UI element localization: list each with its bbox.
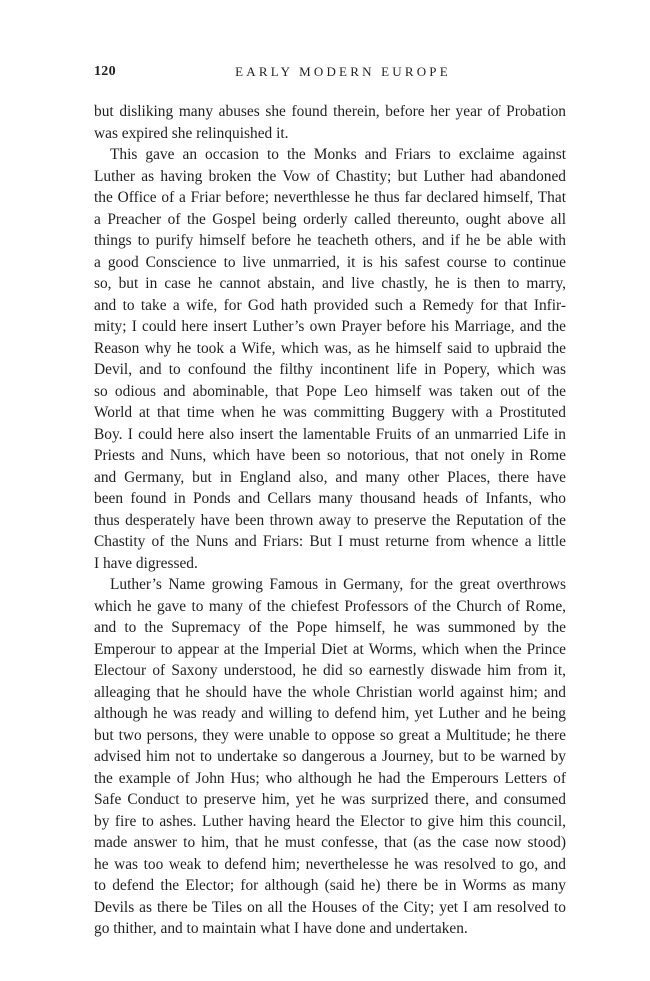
text-line: mity; I could here insert Luther’s own Prayer before his Marriage, and the <box>94 318 566 335</box>
page-number: 120 <box>94 64 116 79</box>
text-line: which he gave to many of the chiefest Professors of the Church of Rome, <box>94 597 566 615</box>
text-line: Devils as there be Tiles on all the Houses of the City; yet I am resolved to <box>94 898 566 916</box>
text-line: and to the Supremacy of the Pope himself, he was summoned by the <box>94 619 566 636</box>
text-line: Chastity of the Nuns and Friars: But I must returne from whence a little <box>94 533 566 550</box>
text-line: but disliking many abuses she found therein, before her year of Probation <box>94 103 566 120</box>
text-line: and to take a wife, for God hath provided such a Remedy for that Infir- <box>94 296 566 314</box>
text-line: advised him not to undertake so dangerous a Journey, but to be warned by <box>94 748 566 765</box>
text-line: go thither, and to maintain what I have done and undertaken. <box>94 920 468 937</box>
text-line: World at that time when he was committing Buggery with a Prostituted <box>94 404 566 421</box>
text-line: Devil, and to confound the filthy incontinent life in Popery, which was <box>94 361 566 378</box>
text-line: Priests and Nuns, which have been so notorious, that not onely in Rome <box>94 447 566 464</box>
text-line: the example of John Hus; who although he had the Emperours Letters of <box>94 769 566 787</box>
text-line: and Germany, but in England also, and many other Places, there have <box>94 468 566 486</box>
paragraph <box>94 574 566 940</box>
text-line: been found in Ponds and Cellars many thousand heads of Infants, who <box>94 490 566 507</box>
body-text <box>94 101 566 940</box>
text-line: Electour of Saxony understood, he did so earnestly diswade him from it, <box>94 662 566 679</box>
text-line: was expired she relinquished it. <box>94 124 289 142</box>
text-line: by fire to ashes. Luther having heard the Elector to give him this council, <box>94 812 566 830</box>
text-line: thus desperately have been thrown away to preserve the Reputation of the <box>94 511 566 529</box>
text-line: made answer to him, that he must confesse, that (as the case now stood) <box>94 834 566 851</box>
paragraph <box>94 144 566 574</box>
paragraph <box>94 101 566 144</box>
running-head: EARLY MODERN EUROPE <box>235 64 451 79</box>
text-line: a Preacher of the Gospel being orderly called thereunto, ought above all <box>94 210 566 228</box>
text-line: so odious and abominable, that Pope Leo himself was taken out of the <box>94 382 566 400</box>
text-line: he was too weak to defend him; neverthelesse he was resolved to go, and <box>94 855 566 873</box>
text-line: This gave an occasion to the Monks and Friars to exclaime against <box>110 146 566 163</box>
text-line: things to purify himself before he teacheth others, and if he be able with <box>94 232 566 249</box>
text-line: Luther’s Name growing Famous in Germany, for the great overthrows <box>110 576 566 593</box>
text-line: so, but in case he cannot abstain, and live chastly, he is then to marry, <box>94 275 566 292</box>
text-line: to defend the Elector; for although (said he) there be in Worms as many <box>94 877 566 894</box>
text-line: the Office of a Friar before; neverthlesse he thus far declared himself, That <box>94 189 566 206</box>
text-line: a good Conscience to live unmarried, it is his safest course to continue <box>94 253 566 271</box>
page-header <box>94 64 566 84</box>
text-line: although he was ready and willing to defend him, yet Luther and he being <box>94 705 566 722</box>
text-line: Luther as having broken the Vow of Chastity; but Luther had abandoned <box>94 167 566 185</box>
text-line: alleaging that he should have the whole Christian world against him; and <box>94 683 566 701</box>
text-line: I have digressed. <box>94 554 198 572</box>
text-line: Emperour to appear at the Imperial Diet at Worms, which when the Prince <box>94 640 566 658</box>
text-line: Safe Conduct to preserve him, yet he was surprized there, and consumed <box>94 791 566 808</box>
text-line: Boy. I could here also insert the lamentable Fruits of an unmarried Life in <box>94 425 566 443</box>
text-line: but two persons, they were unable to oppose so great a Multitude; he there <box>94 726 566 744</box>
text-line: Reason why he took a Wife, which was, as he himself said to upbraid the <box>94 339 566 357</box>
